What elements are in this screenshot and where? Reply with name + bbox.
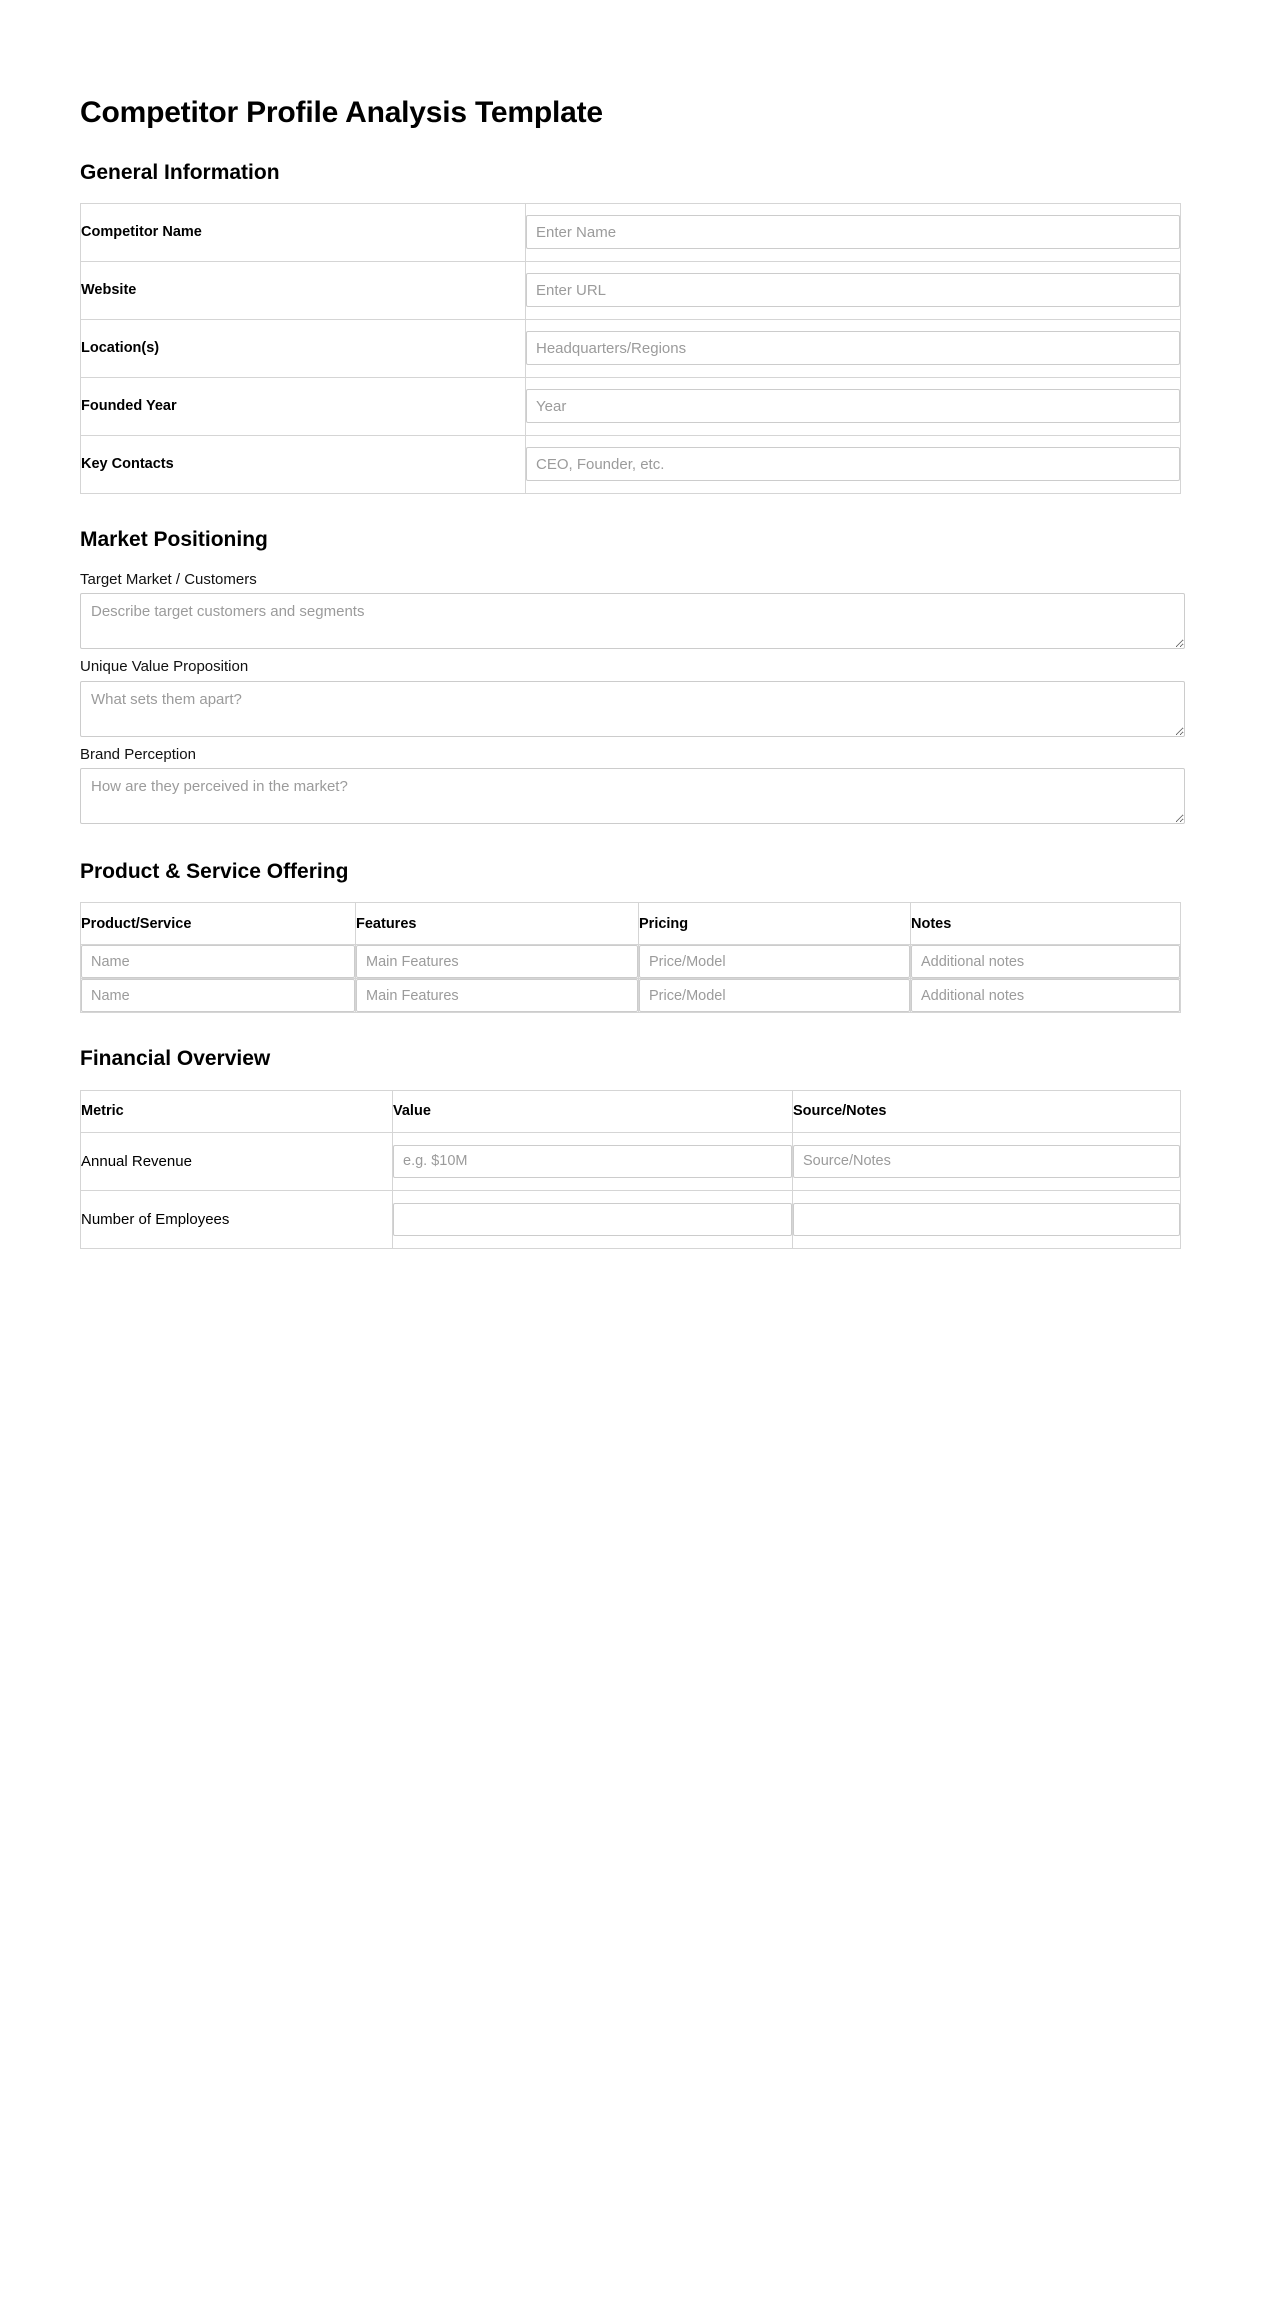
row-label-founded-year: Founded Year [81,377,526,435]
financial-overview-table [80,1090,1181,1249]
cell-notes [911,979,1181,1013]
row-label-website: Website [81,261,526,319]
cell-product-service [81,945,356,979]
table-row [81,945,1181,979]
label-unique-value-proposition: Unique Value Proposition [80,658,249,676]
section-general-information [80,161,1183,494]
cell-features [356,979,639,1013]
competitor-name-input[interactable] [526,215,1180,249]
cell-pricing [639,979,911,1013]
row-label-key-contacts: Key Contacts [81,435,526,493]
metric-label-number-of-employees: Number of Employees [81,1190,393,1248]
website-input[interactable] [526,273,1180,307]
row-field-cell [526,435,1181,493]
table-row [81,377,1181,435]
locations-input[interactable] [526,331,1180,365]
table-header-row [81,1090,1181,1132]
row-label-competitor-name: Competitor Name [81,203,526,261]
cell-value [393,1190,793,1248]
table-row [81,1190,1181,1248]
product-pricing-input-row2[interactable] [639,979,910,1012]
product-name-input-row1[interactable] [81,945,355,978]
product-notes-input-row2[interactable] [911,979,1180,1012]
page-title: Competitor Profile Analysis Template [80,96,603,129]
product-service-table [80,902,1181,1013]
table-row [81,261,1181,319]
section-financial-overview [80,1047,1183,1248]
founded-year-input[interactable] [526,389,1180,423]
table-row [81,979,1181,1013]
column-header-pricing: Pricing [639,903,911,945]
employees-value-input[interactable] [393,1203,792,1236]
cell-product-service [81,979,356,1013]
column-header-metric: Metric [81,1090,393,1132]
brand-perception-textarea[interactable] [80,768,1185,824]
column-header-product-service: Product/Service [81,903,356,945]
section-product-service-offering [80,860,1183,1013]
table-row [81,435,1181,493]
cell-pricing [639,945,911,979]
row-field-cell [526,261,1181,319]
column-header-features: Features [356,903,639,945]
cell-source-notes [793,1190,1181,1248]
row-label-locations: Location(s) [81,319,526,377]
column-header-value: Value [393,1090,793,1132]
product-name-input-row2[interactable] [81,979,355,1012]
product-notes-input-row1[interactable] [911,945,1180,978]
table-row [81,319,1181,377]
general-information-table [80,203,1181,494]
key-contacts-input[interactable] [526,447,1180,481]
unique-value-proposition-textarea[interactable] [80,681,1185,737]
section-heading-general-information: General Information [80,160,280,184]
column-header-notes: Notes [911,903,1181,945]
target-market-textarea[interactable] [80,593,1185,649]
table-row [81,1132,1181,1190]
annual-revenue-source-input[interactable] [793,1145,1180,1178]
label-target-market: Target Market / Customers [80,570,257,588]
cell-value [393,1132,793,1190]
row-field-cell [526,319,1181,377]
column-header-source-notes: Source/Notes [793,1090,1181,1132]
cell-source-notes [793,1132,1181,1190]
employees-source-input[interactable] [793,1203,1180,1236]
section-heading-financial-overview: Financial Overview [80,1047,271,1071]
product-features-input-row1[interactable] [356,945,638,978]
section-heading-product-service-offering: Product & Service Offering [80,860,349,884]
annual-revenue-value-input[interactable] [393,1145,792,1178]
section-market-positioning [80,528,1183,825]
row-field-cell [526,377,1181,435]
row-field-cell [526,203,1181,261]
cell-notes [911,945,1181,979]
table-row [81,203,1181,261]
label-brand-perception: Brand Perception [80,745,196,763]
section-heading-market-positioning: Market Positioning [80,527,268,551]
metric-label-annual-revenue: Annual Revenue [81,1132,393,1190]
product-pricing-input-row1[interactable] [639,945,910,978]
table-header-row [81,903,1181,945]
cell-features [356,945,639,979]
product-features-input-row2[interactable] [356,979,638,1012]
